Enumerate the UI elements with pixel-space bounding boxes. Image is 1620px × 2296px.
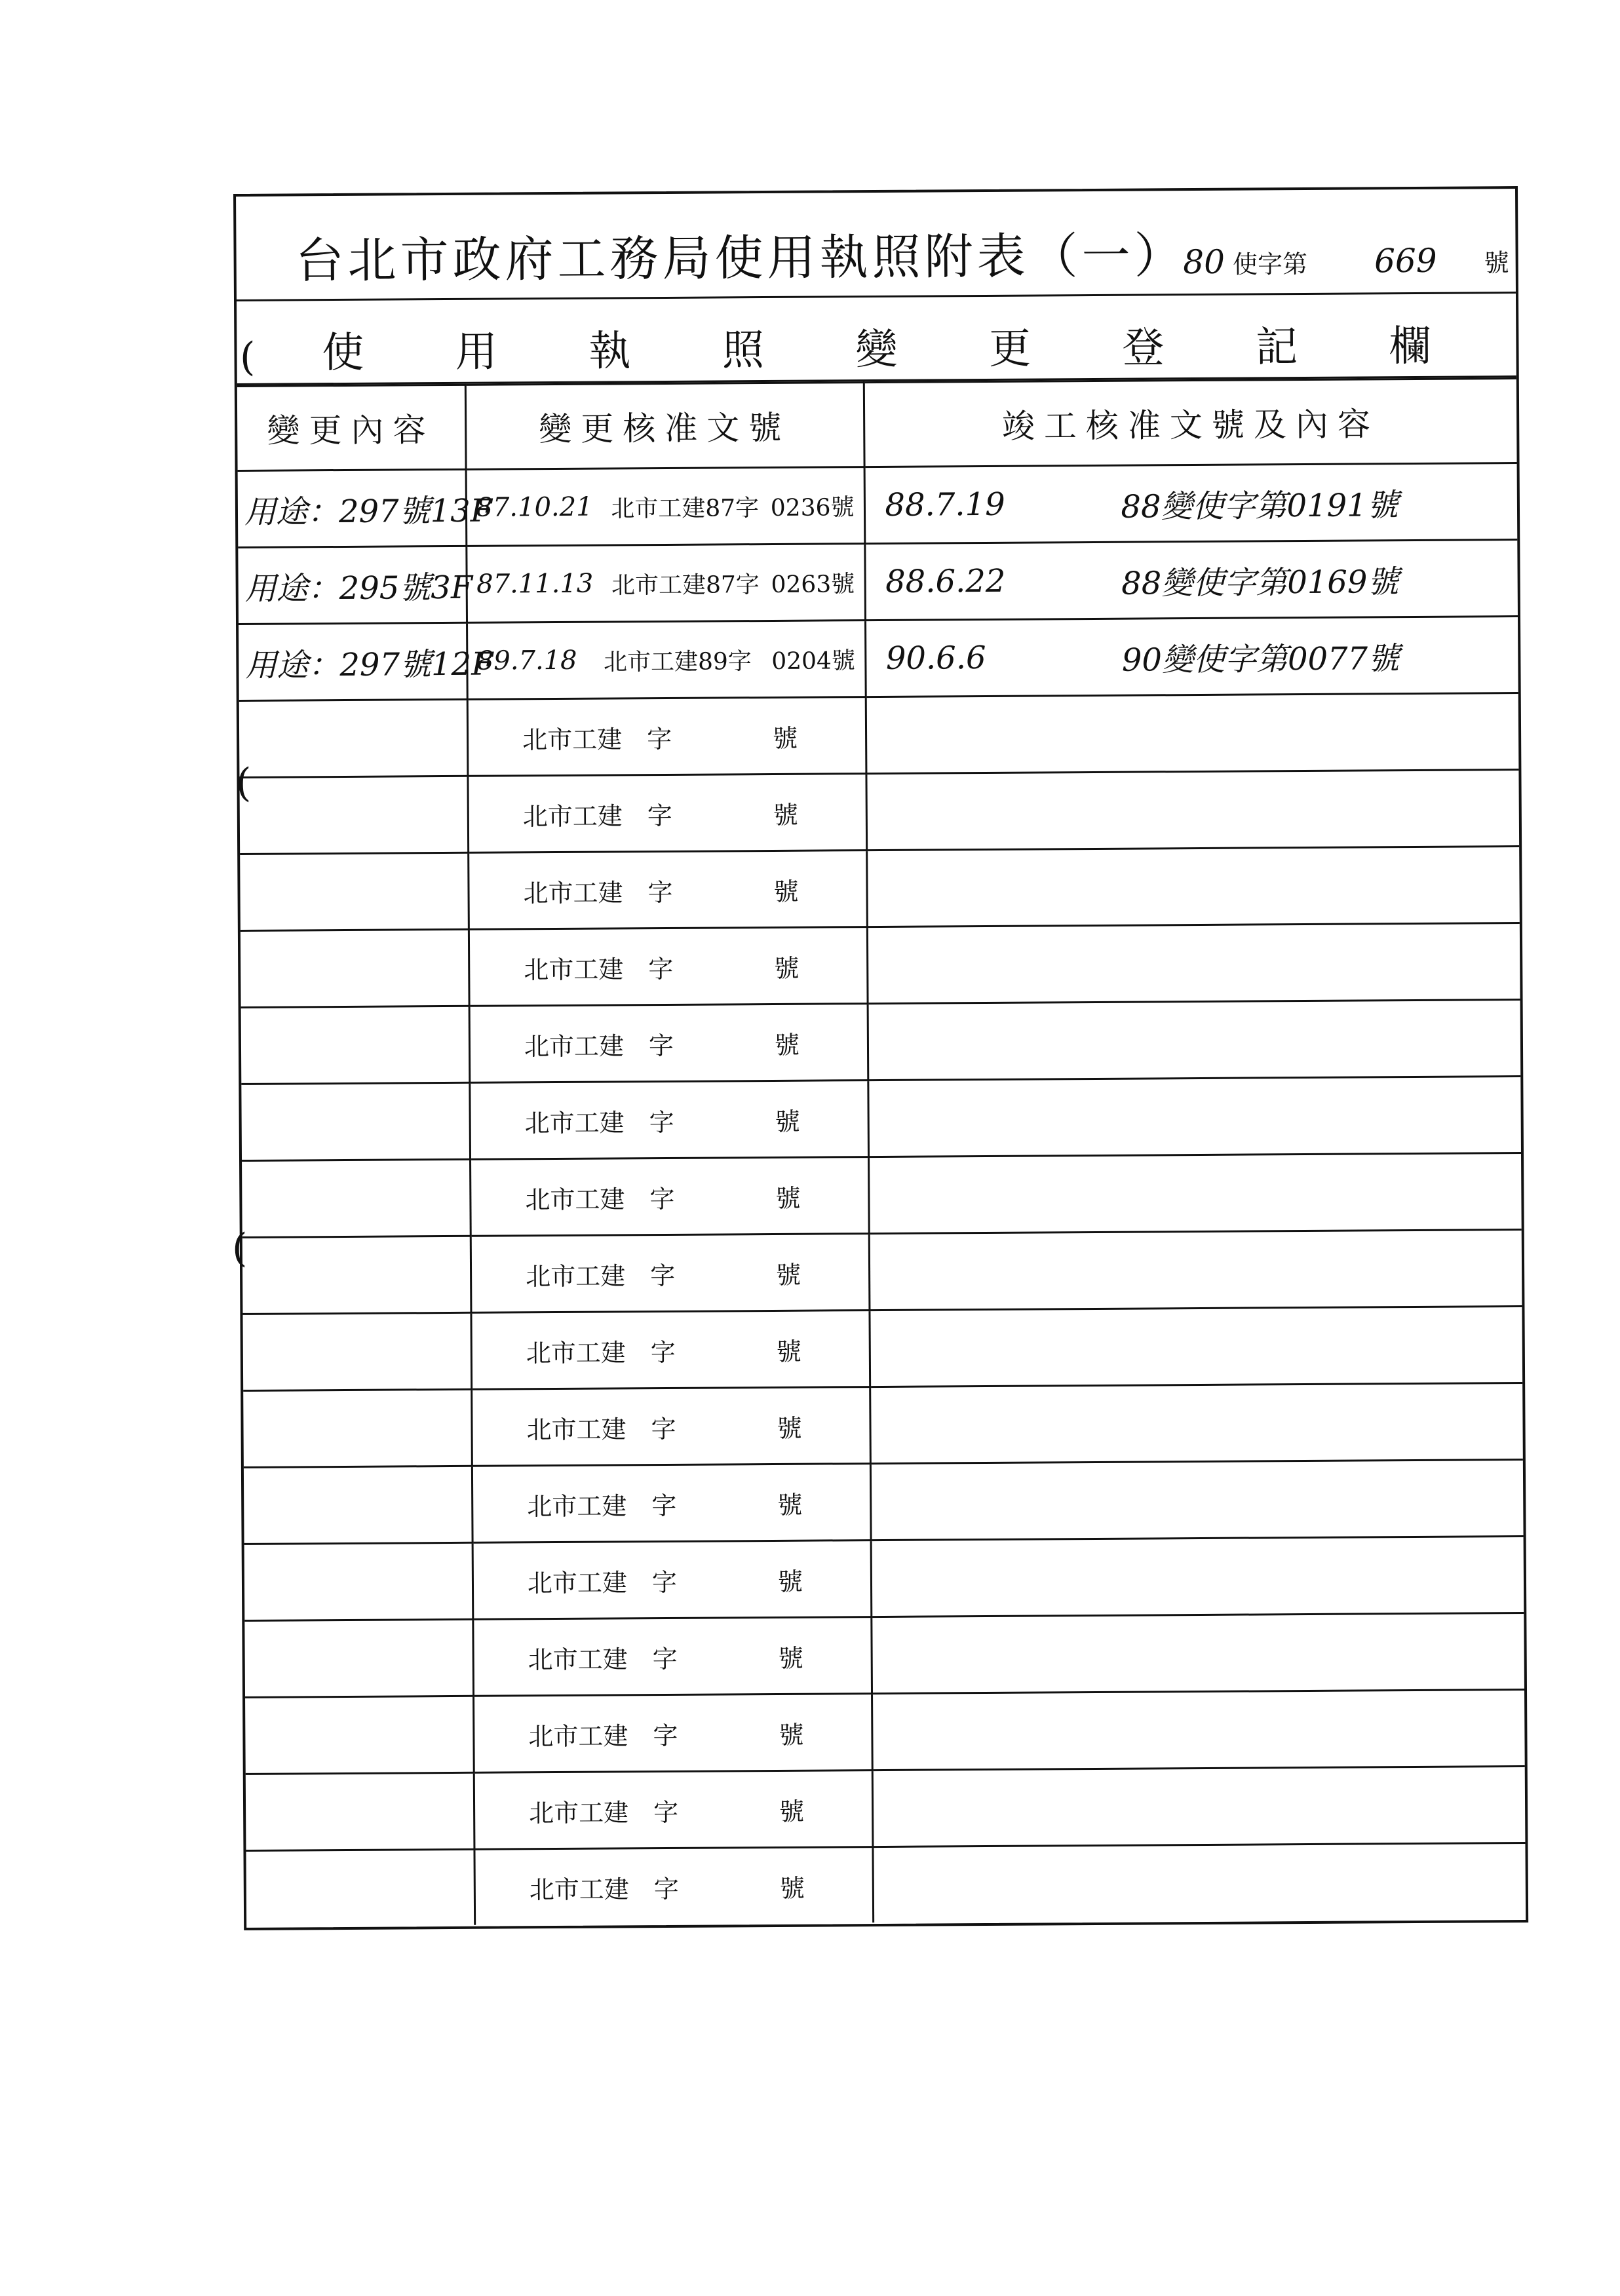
approval-ref-word: 字 <box>646 724 672 754</box>
completion-cell <box>872 1766 1526 1846</box>
change-table <box>237 377 1526 1926</box>
table-row <box>242 1230 1522 1314</box>
table-row <box>246 1843 1526 1926</box>
approval-ref-template <box>475 1867 872 1906</box>
section-title-char: 登 <box>1122 324 1165 373</box>
title-row <box>236 189 1516 301</box>
completion-group <box>866 632 1518 681</box>
approval-ref-template <box>473 1484 870 1523</box>
approval-ref-suffix: 號 <box>779 1873 805 1903</box>
section-title-char: 欄 <box>1389 322 1431 372</box>
completion-ref: 90變使字第0077號 <box>1121 640 1400 679</box>
approval-ref-suffix: 號 <box>774 1030 800 1060</box>
approval-ref-suffix: 號 <box>778 1643 803 1673</box>
table-row <box>241 1077 1521 1161</box>
change-content-cell <box>244 1542 473 1620</box>
completion-cell <box>871 1613 1524 1693</box>
approval-ref-cell <box>469 1004 868 1083</box>
approval-ref-prefix: 北市工建 <box>522 724 623 754</box>
approval-ref-template <box>473 1407 869 1446</box>
approval-ref-cell <box>466 544 865 623</box>
approval-ref-cell <box>470 1157 869 1236</box>
table-row <box>244 1460 1524 1544</box>
completion-cell <box>868 1000 1521 1081</box>
table-row <box>238 540 1518 624</box>
approval-ref-cell <box>468 851 867 930</box>
approval-ref-word: 字 <box>650 1337 676 1367</box>
approval-ref-cell <box>467 621 866 700</box>
registration-form <box>233 186 1528 1930</box>
approval-ref-cell <box>469 927 868 1006</box>
change-content-cell <box>242 1312 471 1390</box>
completion-date: 88.6.22 <box>885 562 1006 600</box>
approval-ref-suffix: 號 <box>777 1567 803 1596</box>
approval-ref-cell <box>473 1694 872 1773</box>
approval-ref-cell <box>467 774 866 853</box>
change-content: 用途：297號12F <box>245 645 493 684</box>
completion-cell <box>870 1460 1524 1540</box>
approval-ref-cell <box>467 697 866 776</box>
approval-ref-word: 字 <box>649 1184 675 1214</box>
approval-ref-suffix: 號 <box>779 1720 804 1750</box>
approval-ref-cell <box>474 1847 873 1925</box>
approval-ref-suffix: 號 <box>777 1413 802 1443</box>
completion-cell <box>864 540 1518 621</box>
approval-ref-word: 字 <box>651 1414 676 1444</box>
approval-ref-template <box>469 871 866 909</box>
change-content-cell <box>239 776 468 854</box>
change-content-cell <box>240 852 469 930</box>
change-content-cell <box>241 1082 470 1160</box>
approval-ref-suffix: 號 <box>775 1107 800 1136</box>
approval-ref-template <box>470 947 866 986</box>
approval-ref-suffix: 號 <box>777 1490 803 1520</box>
completion-cell <box>864 463 1518 544</box>
change-content-cell <box>241 929 469 1007</box>
completion-ref: 88變使字第0191號 <box>1121 486 1398 526</box>
completion-cell <box>869 1230 1522 1311</box>
approval-ref-prefix: 北市工建 <box>526 1337 626 1368</box>
approval-ref-word: 字 <box>652 1644 678 1674</box>
change-content-cell <box>239 699 468 777</box>
completion-cell <box>867 923 1520 1004</box>
approval-date: 87.10.21 <box>476 491 593 523</box>
approval-ref-cell <box>472 1464 871 1543</box>
approval-ref-word: 字 <box>649 1261 676 1290</box>
approval-ref-cell <box>473 1617 872 1696</box>
completion-cell <box>870 1383 1523 1464</box>
approval-ref-cell <box>471 1234 870 1313</box>
approval-ref-word: 字 <box>647 877 673 907</box>
completion-date: 88.7.19 <box>885 486 1005 524</box>
change-content-cell <box>244 1466 473 1544</box>
completion-cell <box>871 1536 1524 1617</box>
completion-cell <box>868 1153 1522 1234</box>
completion-group <box>865 479 1517 528</box>
approval-no: 0236號 <box>770 493 855 522</box>
approval-ref-template <box>473 1561 870 1599</box>
approval-ref-prefix: 北市工建 <box>523 877 623 908</box>
completion-cell <box>866 693 1519 774</box>
section-title-row <box>237 294 1516 385</box>
approval-ref-prefix: 北市工建 <box>525 1261 626 1291</box>
column-header-approval-ref: 變更核准文號 <box>465 383 864 470</box>
change-content-cell <box>242 1236 471 1314</box>
approval-ref-suffix: 號 <box>775 1260 801 1290</box>
approval-ref-word: 字 <box>653 1797 679 1827</box>
approval-ref-prefix: 北市工建 <box>528 1721 628 1751</box>
completion-ref: 88變使字第0169號 <box>1121 563 1399 602</box>
form-title: 台北市政府工務局使用執照附表（一） <box>295 227 1187 290</box>
section-title-char: 更 <box>988 324 1032 373</box>
completion-cell <box>872 1689 1525 1770</box>
approval-ref-cell <box>471 1387 870 1466</box>
approval-ref-template <box>470 1024 866 1063</box>
approval-ref-template <box>471 1101 867 1139</box>
approval-ref-prefix: 北市工建 <box>527 1567 628 1598</box>
approval-ref-word: 字 <box>649 1107 674 1137</box>
change-content-cell <box>246 1772 474 1850</box>
approval-ref-group <box>468 642 864 678</box>
approval-ref-suffix: 號 <box>776 1337 801 1366</box>
table-row <box>239 770 1519 854</box>
change-content-cell <box>238 469 493 547</box>
approval-ref-group <box>467 565 864 602</box>
table-row <box>242 1307 1522 1391</box>
section-title-char: 記 <box>1255 323 1298 372</box>
table-row <box>242 1153 1522 1238</box>
completion-cell <box>872 1843 1526 1923</box>
approval-ref-prefix: 北市工建 <box>522 801 623 831</box>
change-content-cell <box>243 1389 472 1467</box>
header-row <box>237 379 1517 471</box>
table-row <box>241 1000 1521 1084</box>
approval-ref-group <box>467 489 863 525</box>
table-row <box>244 1536 1524 1620</box>
table-row <box>240 847 1520 931</box>
approval-ref-cell <box>466 467 865 546</box>
approval-ref-prefix: 北市工建 <box>525 1184 625 1214</box>
approval-ref-word: 字 <box>653 1721 678 1750</box>
table-row <box>239 617 1518 701</box>
approval-ref-prefix: 北市工建 <box>528 1797 629 1827</box>
section-title-char: 照 <box>722 326 765 375</box>
table-row <box>245 1689 1525 1774</box>
column-header-change-content: 變更內容 <box>237 385 466 470</box>
table-row <box>241 923 1520 1008</box>
permit-year: 80 <box>1183 242 1225 282</box>
change-content-cell <box>241 1006 470 1084</box>
approval-ref-template <box>471 1254 868 1293</box>
change-content-cell <box>244 1619 473 1697</box>
approval-ref-word: 字 <box>651 1491 677 1520</box>
permit-word: 使字第 <box>1232 249 1308 279</box>
approval-ref-suffix: 號 <box>779 1797 805 1826</box>
change-content: 用途：295號3F <box>244 569 473 607</box>
approval-no: 0263號 <box>771 570 855 598</box>
approval-ref-prefix: 北市工建 <box>524 1031 625 1061</box>
approval-ref: 北市工建87字 <box>611 571 760 599</box>
change-content: 用途：297號13F <box>244 492 493 531</box>
approval-ref-word: 字 <box>651 1567 678 1597</box>
change-content-cell <box>242 1159 471 1237</box>
change-content-cell <box>246 1849 474 1926</box>
approval-ref-template <box>472 1331 868 1369</box>
approval-ref-word: 字 <box>648 954 674 984</box>
completion-cell <box>866 770 1519 851</box>
permit-number <box>1183 241 1509 281</box>
approval-ref-prefix: 北市工建 <box>528 1644 628 1674</box>
change-content-cell <box>238 546 473 624</box>
completion-cell <box>868 1077 1521 1157</box>
approval-ref-template <box>471 1177 868 1216</box>
binding-mark: ( <box>240 334 256 380</box>
approval-ref-cell <box>469 1081 868 1160</box>
completion-cell <box>869 1307 1522 1387</box>
permit-number-value: 669 <box>1374 241 1437 280</box>
approval-no: 0204號 <box>771 647 856 675</box>
completion-date: 90.6.6 <box>885 639 986 677</box>
approval-ref-suffix: 號 <box>773 800 798 830</box>
approval-ref-prefix: 北市工建 <box>527 1491 627 1521</box>
approval-ref-word: 字 <box>653 1874 679 1904</box>
section-title-char: 用 <box>455 328 498 377</box>
approval-ref-template <box>474 1791 871 1829</box>
section-title-char: 執 <box>588 327 631 376</box>
table-row <box>238 463 1518 548</box>
change-content-cell <box>239 622 493 700</box>
section-title <box>237 312 1516 380</box>
approval-ref-template <box>474 1714 871 1753</box>
binding-mark: ( <box>232 1225 248 1271</box>
approval-ref-prefix: 北市工建 <box>524 954 624 984</box>
approval-ref-cell <box>471 1311 870 1390</box>
approval-ref-word: 字 <box>647 801 672 830</box>
approval-ref: 北市工建87字 <box>611 494 760 522</box>
approval-ref-cell <box>473 1540 872 1620</box>
table-row <box>244 1613 1524 1697</box>
approval-ref-suffix: 號 <box>772 723 798 753</box>
approval-ref-template <box>468 718 864 756</box>
approval-ref-prefix: 北市工建 <box>526 1414 627 1444</box>
approval-ref-suffix: 號 <box>775 1183 801 1213</box>
approval-ref-suffix: 號 <box>773 877 799 906</box>
column-header-completion: 竣工核准文號及內容 <box>864 379 1517 467</box>
table-row <box>246 1766 1526 1850</box>
approval-date: 87.11.13 <box>476 568 594 600</box>
completion-group <box>866 556 1518 605</box>
change-content-cell <box>245 1696 474 1774</box>
completion-cell <box>866 847 1520 927</box>
section-title-char: 變 <box>855 325 898 375</box>
approval-date: 89.7.18 <box>476 645 577 676</box>
table-row <box>243 1383 1523 1468</box>
approval-ref-word: 字 <box>648 1031 674 1060</box>
approval-ref-cell <box>474 1770 873 1850</box>
approval-ref-prefix: 北市工建 <box>524 1107 625 1138</box>
approval-ref-suffix: 號 <box>774 953 800 983</box>
table-row <box>239 693 1519 778</box>
approval-ref-prefix: 北市工建 <box>529 1874 629 1904</box>
permit-suffix: 號 <box>1484 248 1509 278</box>
approval-ref-template <box>469 794 865 833</box>
binding-mark: ( <box>236 760 252 806</box>
completion-cell <box>865 617 1518 697</box>
section-title-char: 使 <box>322 328 364 378</box>
approval-ref: 北市工建89字 <box>603 647 752 676</box>
approval-ref-template <box>474 1637 870 1676</box>
